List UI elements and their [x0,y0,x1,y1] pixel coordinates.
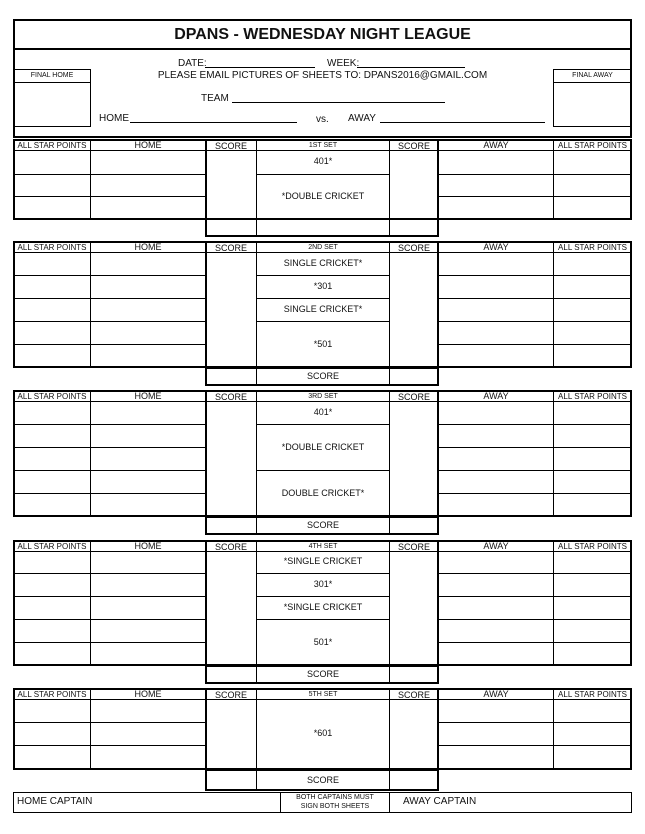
away-header: AWAY [483,391,509,401]
all-star-header-away: ALL STAR POINTS [558,141,627,150]
set-label: 4TH SET [308,543,338,550]
away-header: AWAY [483,541,509,551]
date-field[interactable] [205,58,315,68]
vs-label: vs. [316,114,329,125]
game-label: *501 [313,339,333,349]
all-star-header-away: ALL STAR POINTS [558,690,627,699]
game-label: 401* [313,156,333,166]
game-label: SINGLE CRICKET* [283,258,363,268]
score-header-away: SCORE [397,542,430,552]
game-label: *301 [313,281,333,291]
score-header-away: SCORE [397,392,430,402]
set-score-label: SCORE [306,775,339,785]
set-score-label: SCORE [306,520,339,530]
game-label: *601 [313,728,333,738]
home-header: HOME [134,541,162,551]
game-label: SINGLE CRICKET* [283,304,363,314]
game-label: *DOUBLE CRICKET [281,442,365,452]
away-team-field[interactable] [380,112,545,123]
score-header-away: SCORE [397,141,430,151]
set-label: 3RD SET [308,393,338,400]
all-star-header-away: ALL STAR POINTS [558,243,627,252]
all-star-header-home: ALL STAR POINTS [17,542,87,551]
team-label: TEAM [201,93,229,104]
game-label: *DOUBLE CRICKET [281,191,365,201]
game-label: *SINGLE CRICKET [283,556,363,566]
score-header-home: SCORE [214,690,247,700]
away-header: AWAY [483,689,509,699]
score-header-home: SCORE [214,392,247,402]
score-header-away: SCORE [397,690,430,700]
away-header: AWAY [483,242,509,252]
all-star-header-away: ALL STAR POINTS [558,392,627,401]
all-star-header-home: ALL STAR POINTS [17,243,87,252]
set-score-label: SCORE [306,669,339,679]
home-header: HOME [134,391,162,401]
home-team-label: HOME [99,113,129,124]
page-title: DPANS - WEDNESDAY NIGHT LEAGUE [174,26,471,43]
set-label: 2ND SET [308,244,338,251]
away-captain-label: AWAY CAPTAIN [403,796,477,807]
home-header: HOME [134,242,162,252]
final-away-label: FINAL AWAY [572,72,613,79]
week-field[interactable] [357,58,465,68]
captain-note-line1: BOTH CAPTAINS MUST [296,794,374,801]
set-label: 1ST SET [308,142,338,149]
home-header: HOME [134,689,162,699]
all-star-header-home: ALL STAR POINTS [17,141,87,150]
week-label: WEEK: [327,58,360,69]
team-field[interactable] [232,92,445,103]
final-home-label: FINAL HOME [30,72,74,79]
game-label: 401* [313,407,333,417]
date-label: DATE: [178,58,207,69]
game-label: *SINGLE CRICKET [283,602,363,612]
game-label: DOUBLE CRICKET* [281,488,365,498]
away-team-label: AWAY [348,113,376,124]
email-instructions: PLEASE EMAIL PICTURES OF SHEETS TO: DPANS2016@GMAIL.COM [157,70,488,81]
home-team-field[interactable] [130,112,297,123]
score-header-away: SCORE [397,243,430,253]
all-star-header-away: ALL STAR POINTS [558,542,627,551]
set-score-label: SCORE [306,371,339,381]
all-star-header-home: ALL STAR POINTS [17,392,87,401]
game-label: 501* [313,637,333,647]
captain-note-line2: SIGN BOTH SHEETS [300,803,370,810]
home-header: HOME [134,140,162,150]
score-header-home: SCORE [214,243,247,253]
home-captain-label: HOME CAPTAIN [17,796,93,807]
all-star-header-home: ALL STAR POINTS [17,690,87,699]
score-header-home: SCORE [214,542,247,552]
away-header: AWAY [483,140,509,150]
score-header-home: SCORE [214,141,247,151]
set-label: 5TH SET [308,691,338,698]
game-label: 301* [313,579,333,589]
